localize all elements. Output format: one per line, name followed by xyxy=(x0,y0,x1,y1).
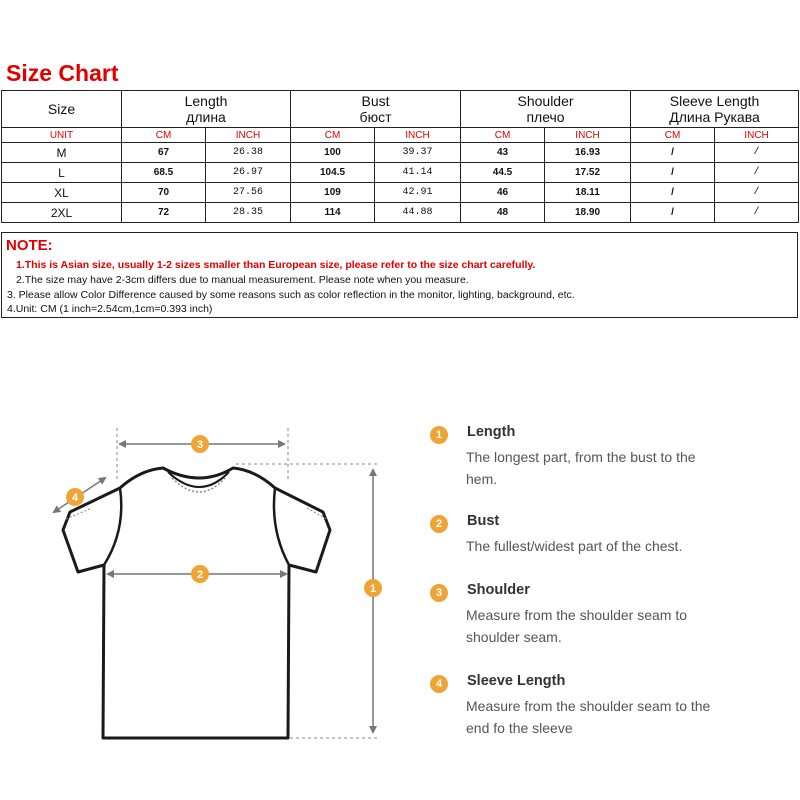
sleeve-marker: 4 xyxy=(71,492,79,504)
legend-title: Length xyxy=(467,424,516,440)
length-inch-cell: 28.35 xyxy=(206,203,291,223)
unit-cell: CM xyxy=(461,128,545,143)
number-2-icon: 2 xyxy=(430,515,448,533)
legend-description: The longest part, from the bust to the hem. xyxy=(466,449,696,487)
sleeve-cm-cell: / xyxy=(631,143,715,163)
shoulder-inch-cell: 18.90 xyxy=(545,203,631,223)
length-inch-cell: 26.97 xyxy=(206,163,291,183)
header-shoulder: Shoulder плечо xyxy=(461,91,631,128)
unit-label: UNIT xyxy=(2,128,122,143)
bust-cm-cell: 109 xyxy=(291,183,375,203)
length-cm-cell: 70 xyxy=(122,183,206,203)
notes-title: NOTE: xyxy=(6,237,53,254)
length-cm-cell: 72 xyxy=(122,203,206,223)
bust-marker: 2 xyxy=(196,569,204,581)
header-sleeve-length: Sleeve Length Длина Рукава xyxy=(631,91,799,128)
size-cell: L xyxy=(2,163,122,183)
unit-cell: INCH xyxy=(545,128,631,143)
shoulder-inch-cell: 16.93 xyxy=(545,143,631,163)
notes-box xyxy=(1,232,798,318)
table-row xyxy=(2,183,799,203)
bust-inch-cell: 41.14 xyxy=(375,163,461,183)
bust-cm-cell: 100 xyxy=(291,143,375,163)
unit-cell: INCH xyxy=(375,128,461,143)
shoulder-cm-cell: 43 xyxy=(461,143,545,163)
shoulder-measure xyxy=(120,435,284,453)
table-row xyxy=(2,203,799,223)
note-item: 2.The size may have 2-3cm differs due to manual measurement. Please note when you measure. xyxy=(16,274,469,286)
sleeve-inch-cell: / xyxy=(715,203,799,223)
shoulder-inch-cell: 18.11 xyxy=(545,183,631,203)
size-chart-title: Size Chart xyxy=(6,60,119,86)
legend-description: Measure from the shoulder seam to the end fo the sleeve xyxy=(466,698,711,736)
note-item: 4.Unit: CM (1 inch=2.54cm,1cm=0.393 inch) xyxy=(7,303,213,315)
bust-inch-cell: 39.37 xyxy=(375,143,461,163)
unit-cell: CM xyxy=(122,128,206,143)
note-item: 1.This is Asian size, usually 1-2 sizes smaller than European size, please refer to the size chart carefully. xyxy=(16,259,536,271)
header-length: Length длина xyxy=(122,91,291,128)
header-row xyxy=(2,91,799,128)
note-item: 3. Please allow Color Difference caused by some reasons such as color reflection in the monitor, lighting, background, etc. xyxy=(7,289,575,301)
unit-cell: CM xyxy=(631,128,715,143)
shoulder-cm-cell: 46 xyxy=(461,183,545,203)
legend-title: Sleeve Length xyxy=(467,673,566,689)
length-cm-cell: 68.5 xyxy=(122,163,206,183)
length-marker: 1 xyxy=(369,583,377,595)
shoulder-cm-cell: 44.5 xyxy=(461,163,545,183)
shoulder-marker: 3 xyxy=(196,439,204,451)
length-measure xyxy=(364,470,382,732)
length-cm-cell: 67 xyxy=(122,143,206,163)
table-row xyxy=(2,163,799,183)
number-1-icon: 1 xyxy=(430,426,448,444)
unit-cell: INCH xyxy=(715,128,799,143)
shoulder-cm-cell: 48 xyxy=(461,203,545,223)
bust-cm-cell: 104.5 xyxy=(291,163,375,183)
number-3-icon: 3 xyxy=(430,584,448,602)
sleeve-cm-cell: / xyxy=(631,183,715,203)
bust-inch-cell: 42.91 xyxy=(375,183,461,203)
sleeve-inch-cell: / xyxy=(715,163,799,183)
header-bust: Bust бюст xyxy=(291,91,461,128)
header-size: Size xyxy=(2,91,122,128)
length-inch-cell: 26.38 xyxy=(206,143,291,163)
unit-cell: INCH xyxy=(206,128,291,143)
number-4-icon: 4 xyxy=(430,675,448,693)
sleeve-cm-cell: / xyxy=(631,163,715,183)
legend-title: Shoulder xyxy=(467,582,530,598)
legend-description: The fullest/widest part of the chest. xyxy=(466,538,683,554)
sleeve-inch-cell: / xyxy=(715,183,799,203)
size-cell: XL xyxy=(2,183,122,203)
legend-description: Measure from the shoulder seam to shoulder seam. xyxy=(466,607,687,645)
shoulder-inch-cell: 17.52 xyxy=(545,163,631,183)
size-chart-table xyxy=(1,90,799,223)
table-row xyxy=(2,143,799,163)
tshirt-diagram xyxy=(40,410,400,750)
sleeve-cm-cell: / xyxy=(631,203,715,223)
unit-cell: CM xyxy=(291,128,375,143)
sleeve-inch-cell: / xyxy=(715,143,799,163)
size-cell: M xyxy=(2,143,122,163)
legend-title: Bust xyxy=(467,513,500,529)
bust-cm-cell: 114 xyxy=(291,203,375,223)
tshirt-outline-icon xyxy=(63,468,330,738)
size-cell: 2XL xyxy=(2,203,122,223)
bust-inch-cell: 44.88 xyxy=(375,203,461,223)
length-inch-cell: 27.56 xyxy=(206,183,291,203)
unit-row xyxy=(2,128,799,143)
